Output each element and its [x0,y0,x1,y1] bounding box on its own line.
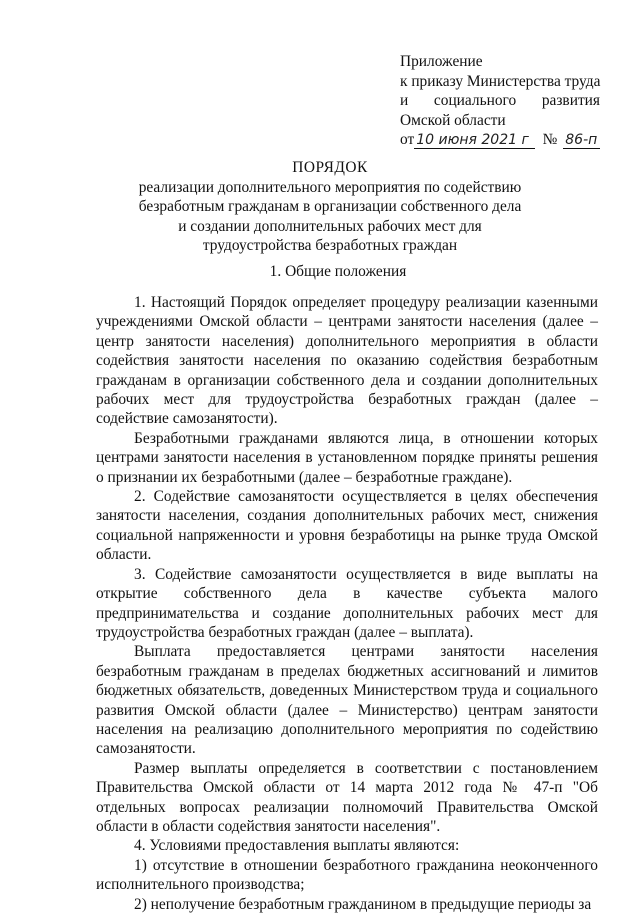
order-date-number [400,130,600,150]
order-reference-cont [400,91,600,111]
document-title [90,158,570,256]
paragraph: 3. Содействие самозанятости осуществляется в виде выплаты на открытие собственного дела в качестве субъекта малого предпринимательства и создание дополнительных рабочих мест для трудоустройства безработных граждан (далее – выплата). [96,565,598,641]
order-reference: к приказу Министерства труда [400,72,601,90]
handwritten-number: 86-п [563,133,600,149]
appendix-header [400,52,600,150]
section-heading: 1. Общие положения [269,263,407,280]
title-line-2: безработным гражданам в организации собственного дела [138,198,522,215]
paragraph: Размер выплаты определяется в соответствии с постановлением Правительства Омской области от 14 марта 2012 года № 47-п "Об отдельных вопросах реализации полномочий Правительства Омской области в области содействия занятости населения". [96,759,598,835]
from-label: от [400,131,415,148]
region-name: Омской области [400,111,506,129]
paragraph: 1) отсутствие в отношении безработного гражданина неоконченного исполнительного производства; [96,856,598,894]
order-reference-word-3: развития [541,92,600,109]
paragraph: 2) неполучение безработным гражданином в предыдущие периоды за [134,895,592,913]
number-label: № [542,131,558,148]
title-line-3: и создании дополнительных рабочих мест для [178,217,482,235]
order-reference-word-2: социального [433,92,517,109]
appendix-label: Приложение [400,53,483,70]
handwritten-date: 10 июня 2021 г [414,133,534,149]
paragraph: 1. Настоящий Порядок определяет процедуру реализации казенными учреждениями Омской области – центрами занятости населения (далее – центр занятости населения) дополнительного мероприятия в области содействия занятости населения по оказанию содействия безработным гражданам в организации собственного дела и создании дополнительных рабочих мест для трудоустройства безработных граждан (далее – содействие самозанятости). [96,294,598,428]
paragraph: 4. Условиями предоставления выплаты являются: [134,837,460,855]
title-line-1: реализации дополнительного мероприятия по содействию [138,178,522,196]
order-reference-word-1: и [400,92,409,109]
paragraph: Безработными гражданами являются лица, в отношении которых центрами занятости населения в установленном порядке приняты решения о признании их безработными (далее – безработные граждане). [96,429,598,486]
document-body [96,293,598,914]
title-line-4: трудоустройства безработных граждан [202,237,458,254]
paragraph: Выплата предоставляется центрами занятости населения безработным гражданам в пределах бюджетных ассигнований и лимитов бюджетных обязательств, доведенных Министерством труда и социального развития Омской области (далее – Министерство) центрам занятости населения на реализацию дополнительного мероприятия по содействию самозанятости. [96,643,598,758]
paragraph: 2. Содействие самозанятости осуществляется в целях обеспечения занятости населения, создания дополнительных рабочих мест, снижения социальной напряженности и уровня безработицы на рынке труда Омской области. [96,488,598,564]
title-heading: ПОРЯДОК [292,159,368,176]
